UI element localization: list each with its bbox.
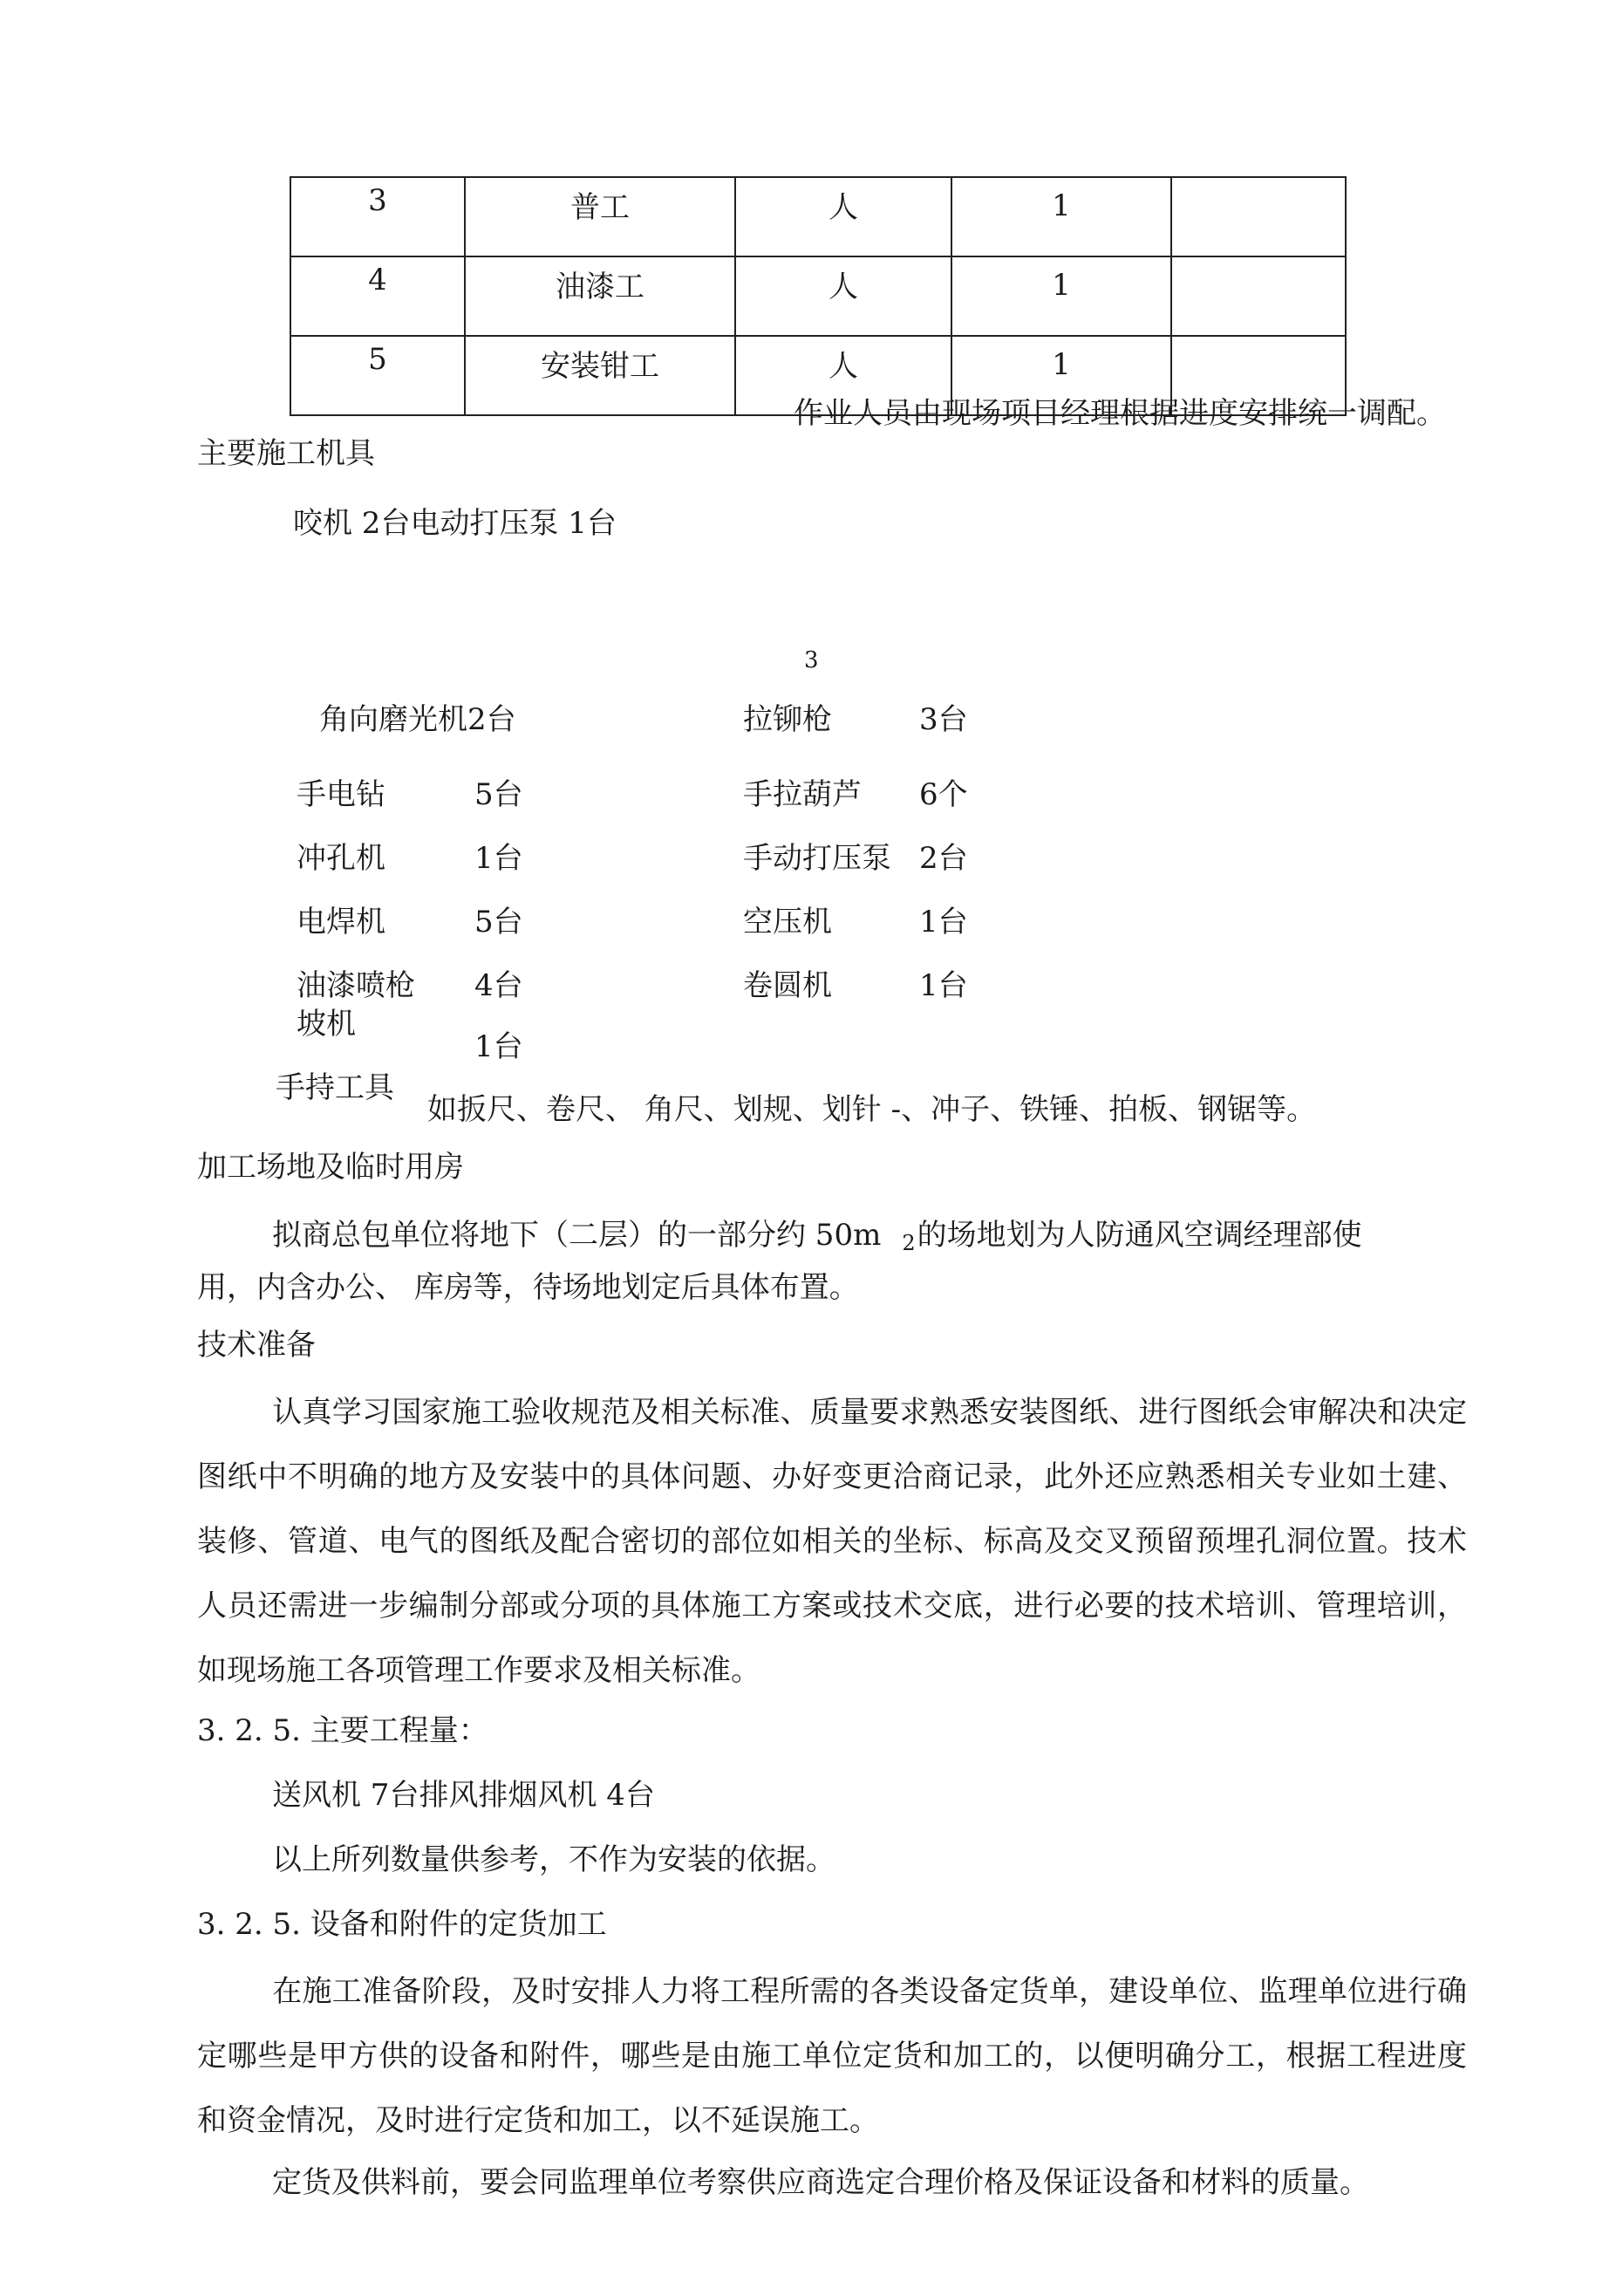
equipment-qty: 2台 <box>467 702 516 737</box>
equipment-left-5-qty: 4台 <box>474 968 523 1003</box>
quantity-heading: 3. 2. 5. 主要工程量： <box>197 1713 488 1748</box>
table-cell-type: 普工 <box>465 177 735 256</box>
table-row <box>290 177 1346 256</box>
table-cell-unit: 人 <box>735 256 951 336</box>
site-paragraph-line-2: 用，内含办公、 库房等，待场地划定后具体布置。 <box>197 1270 859 1305</box>
table-cell-no: 5 <box>290 336 465 415</box>
quantity-line: 送风机 7台排风排烟风机 4台 <box>272 1778 655 1813</box>
equipment-right-1-qty: 3台 <box>919 702 968 737</box>
tech-paragraph: 认真学习国家施工验收规范及相关标准、质量要求熟悉安装图纸、进行图纸会审解决和决定图纸中不明确的地方及安装中的具体问题、办好变更洽商记录，此外还应熟悉相关专业如土建、装修、管道、电气的图纸及配合密切的部位如相关的坐标、标高及交叉预留预埋孔洞位置。技术人员还需进一步编制分部或分项的具体施工方案或技术交底，进行必要的技术培训、管理培训，如现场施工各项管理工作要求及相关标准。 <box>197 1395 1467 1688</box>
table-cell-no: 4 <box>290 256 465 336</box>
table-cell-note <box>1171 177 1346 256</box>
ordering-heading: 3. 2. 5. 设备和附件的定货加工 <box>197 1907 607 1942</box>
hand-tools-list: 如扳尺、卷尺、 角尺、划规、划针 -、冲子、铁锤、拍板、钢锯等。 <box>427 1092 1317 1127</box>
table-cell-qty: 1 <box>951 336 1171 415</box>
table-cell-qty: 1 <box>951 256 1171 336</box>
hand-tools-label: 手持工具 <box>276 1070 394 1105</box>
equipment-name: 手电钻 <box>297 777 385 812</box>
page-number: 3 <box>804 647 819 673</box>
equipment-left-6-qty: 1台 <box>474 1029 523 1064</box>
staff-table <box>290 176 1347 416</box>
equipment-left-1 <box>319 700 516 739</box>
site-paragraph-sub: 2 <box>902 1231 916 1255</box>
table-cell-type: 油漆工 <box>465 256 735 336</box>
equipment-left-4: 电焊机 <box>297 905 385 940</box>
machinery-line: 咬机 2台电动打压泵 1台 <box>293 506 617 541</box>
equipment-right-2: 手拉葫芦 <box>743 777 862 812</box>
equipment-left-2 <box>297 776 385 814</box>
equipment-left-2-qty: 5台 <box>474 777 523 812</box>
equipment-name: 角向磨光机 <box>319 702 467 737</box>
equipment-right-4-qty: 1台 <box>919 905 968 940</box>
site-paragraph-part-1: 拟商总包单位将地下（二层）的一部分约 50m <box>272 1218 882 1253</box>
table-cell-unit: 人 <box>735 177 951 256</box>
table-cell-no: 3 <box>290 177 465 256</box>
site-paragraph-line-1 <box>272 1216 1362 1262</box>
site-paragraph-part-2: 的场地划为人防通风空调经理部使 <box>917 1218 1362 1253</box>
table-cell-qty: 1 <box>951 177 1171 256</box>
equipment-right-3: 手动打压泵 <box>743 841 891 876</box>
tech-heading: 技术准备 <box>197 1328 316 1363</box>
table-row <box>290 256 1346 336</box>
quantity-note: 以上所列数量供参考，不作为安装的依据。 <box>272 1842 835 1877</box>
equipment-left-5: 油漆喷枪 <box>297 968 415 1003</box>
equipment-right-4: 空压机 <box>743 905 832 940</box>
equipment-right-1: 拉铆枪 <box>743 702 832 737</box>
equipment-left-4-qty: 5台 <box>474 905 523 940</box>
equipment-right-3-qty: 2台 <box>919 841 968 876</box>
staff-note: 作业人员由现场项目经理根据进度安排统一调配。 <box>794 396 1446 431</box>
equipment-left-3-qty: 1台 <box>474 841 523 876</box>
equipment-right-5: 卷圆机 <box>743 968 832 1003</box>
equipment-right-2-qty: 6个 <box>919 777 968 812</box>
equipment-right-5-qty: 1台 <box>919 968 968 1003</box>
table-cell-note <box>1171 256 1346 336</box>
table-cell-type: 安装钳工 <box>465 336 735 415</box>
ordering-paragraph: 在施工准备阶段，及时安排人力将工程所需的各类设备定货单，建设单位、监理单位进行确定哪些是甲方供的设备和附件，哪些是由施工单位定货和加工的，以便明确分工，根据工程进度和资金情况，及时进行定货和加工，以不延误施工。 <box>197 1974 1467 2138</box>
equipment-left-3: 冲孔机 <box>297 841 385 876</box>
site-heading: 加工场地及临时用房 <box>197 1150 464 1185</box>
machinery-heading: 主要施工机具 <box>197 436 375 471</box>
ordering-paragraph-2: 定货及供料前，要会同监理单位考察供应商选定合理价格及保证设备和材料的质量。 <box>272 2165 1369 2200</box>
equipment-left-6: 坡机 <box>297 1007 356 1042</box>
table-cell-unit: 人 <box>735 336 951 415</box>
